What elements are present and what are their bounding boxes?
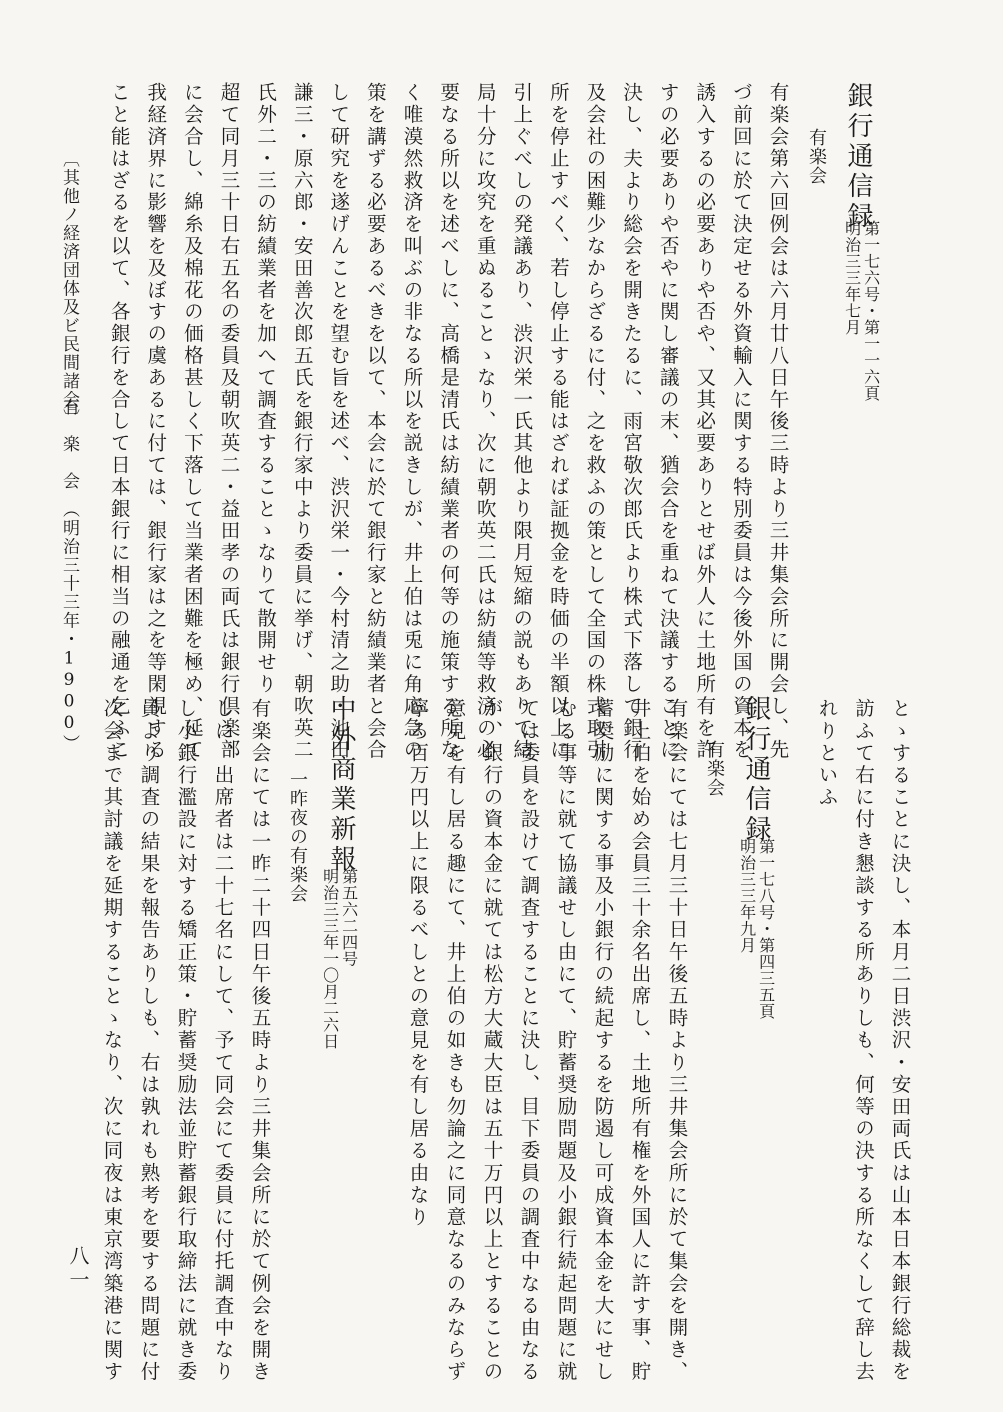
text-line: ては委員を設けて調査することに決し、目下委員の調査中なる由なる xyxy=(517,698,541,1384)
text-line: 意見を有し居る趣にて、井上伯の如きも勿論之に同意なるのみならず xyxy=(443,698,467,1384)
text-line: く唯漠然救済を叫ぶの非なる所以を説きしが、井上伯は兎に角応急の xyxy=(400,82,424,761)
text-line: 要なる所以を述べしに、高橋是清氏は紡績業者の何等の施策する所な xyxy=(437,82,461,761)
text-line: すの必要ありや否やに関し審議の末、猶会合を重ねて決議することに xyxy=(656,82,680,761)
article-subtitle: 有楽会 xyxy=(806,128,827,185)
text-line: とゝすることに決し、本月二日渋沢・安田両氏は山本日本銀行総裁を xyxy=(888,698,912,1384)
text-line: 所を停止すべく、若し停止する能はざれば証拠金を時価の半額以上に xyxy=(546,82,570,761)
text-line: 超て同月三十日右五名の委員及朝吹英二・益田孝の両氏は銀行倶楽部 xyxy=(217,82,241,761)
issue-date: 明治三三年九月 xyxy=(737,838,757,954)
issue-number: 第一七八号・第四三五頁 xyxy=(756,838,776,1020)
text-line: して研究を遂げんことを望む旨を述べ、渋沢栄一・今村清之助・池田 xyxy=(327,82,351,761)
text-line: 及会社の困難少なからざるに付、之を救ふの策として全国の株式取引 xyxy=(583,82,607,761)
text-line: 次会まで其討議を延期することゝなり、次に同夜は東京湾築港に関す xyxy=(100,698,124,1384)
page-number: 八一 xyxy=(66,1245,90,1293)
text-line: 謙三・原六郎・安田善次郎五氏を銀行家中より委員に挙げ、朝吹英二 xyxy=(290,82,314,761)
article-subtitle: 一昨夜の有楽会 xyxy=(287,770,308,903)
issue-number: 第五六二四号 xyxy=(339,868,359,967)
article-subtitle: 有楽会 xyxy=(704,740,725,797)
text-line: 誘入するの必要ありや否や、又其必要ありとせば外人に土地所有を許 xyxy=(693,82,717,761)
text-line: 蓄奨励に関する事及小銀行の続起するを防遏し可成資本金を大にせし xyxy=(591,698,615,1384)
text-line: 策を講ずる必要あるべきを以て、本会に於て銀行家と紡績業者と会合 xyxy=(363,82,387,761)
text-line: 訪ふて右に付き懇談する所ありしも、何等の決する所なくして辞し去 xyxy=(852,698,875,1384)
text-line: 寧ろ百万円以上に限るべしとの意見を有し居る由なり xyxy=(406,698,430,1229)
text-line: しに、出席者は二十七名にして、予て同会にて委員に付托調査中なり xyxy=(211,698,235,1384)
issue-date: 明治三三年一〇月二六日 xyxy=(320,868,340,1050)
running-header-right: 有 楽 会 （明治三十三年・1900） xyxy=(59,398,79,753)
text-line: 我経済界に影響を及ぼすの虞あるに付ては、銀行家は之を等閑視する xyxy=(144,82,168,761)
text-line: に会合し、綿糸及棉花の価格甚しく下落して当業者困難を極め、延て xyxy=(180,82,204,761)
issue-date: 明治三三年七月 xyxy=(842,220,862,336)
text-line: が、銀行の資本金に就ては松方大蔵大臣は五十万円以上とすることの xyxy=(480,698,504,1384)
text-line: むる事等に就て協議せし由にて、貯蓄奨励問題及小銀行続起問題に就 xyxy=(554,698,578,1384)
text-line: れりといふ xyxy=(815,698,839,809)
text-line: 有楽会第六回例会は六月廿八日午後三時より三井集会所に開会し、先 xyxy=(766,82,790,761)
source-title: 中外商業新報 xyxy=(326,695,356,875)
text-line: づ前回に於て決定せる外資輸入に関する特別委員は今後外国の資本を xyxy=(729,82,753,761)
text-line: 有楽会にては七月三十日午後五時より三井集会所に於て集会を開き、 xyxy=(665,698,689,1384)
text-line: 有楽会にては一昨二十四日午後五時より三井集会所に於て例会を開き xyxy=(248,698,272,1384)
text-line: 引上ぐべしの発議あり、渋沢栄一氏其他より限月短縮の説もありて結 xyxy=(510,82,534,761)
text-line: 井上伯を始め会員三十余名出席し、土地所有権を外国人に許す事、貯 xyxy=(628,698,652,1384)
text-line: 決し、夫より総会を開きたるに、雨宮敬次郎氏より株式下落して銀行 xyxy=(620,82,644,761)
text-line: こと能はざるを以て、各銀行を合して日本銀行に相当の融通を乞ふこ xyxy=(107,82,131,761)
text-line: 局十分に攻究を重ぬることゝなり、次に朝吹英二氏は紡績等救済の必 xyxy=(473,82,497,761)
text-line: し小銀行濫設に対する矯正策・貯蓄奨励法並貯蓄銀行取締法に就き委 xyxy=(174,698,198,1384)
source-title: 銀行通信録 xyxy=(741,695,771,845)
issue-number: 第一七六号・第一一六頁 xyxy=(861,220,881,402)
source-title: 銀行通信録 xyxy=(843,82,873,232)
running-header-left: 〔其他ノ経済団体及ビ民間諸会〕 xyxy=(59,150,79,428)
text-line: 氏外二・三の紡績業者を加へて調査することゝなりて散開せり xyxy=(254,82,278,696)
text-line: 員より調査の結果を報告ありしも、右は孰れも熟考を要する問題に付 xyxy=(137,698,161,1384)
